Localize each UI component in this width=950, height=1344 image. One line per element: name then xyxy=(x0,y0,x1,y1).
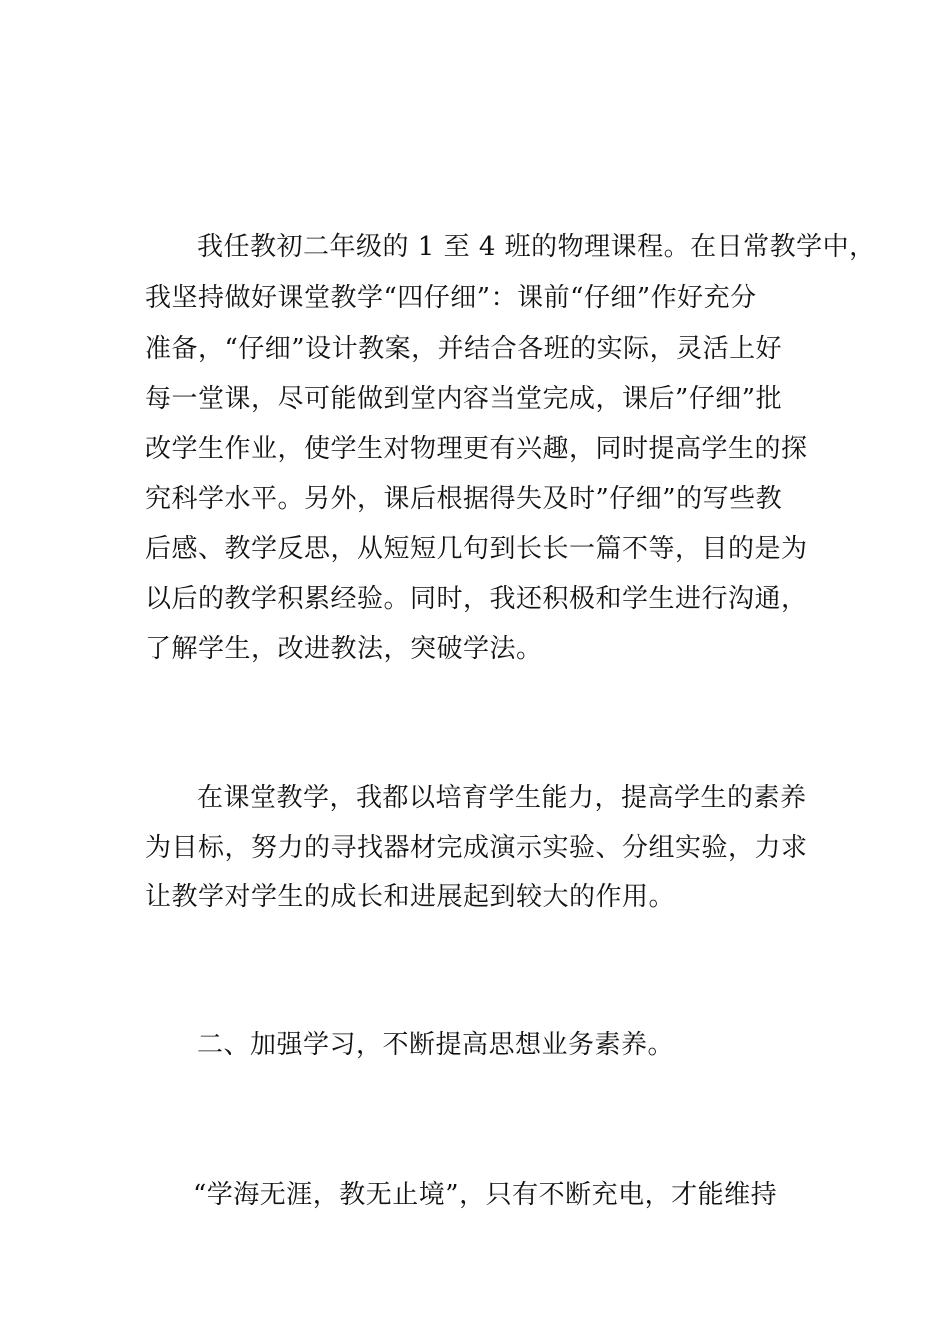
paragraph-1-line-7: 后感、教学反思，从短短几句到长长一篇不等，目的是为 xyxy=(145,534,808,564)
paragraph-1-line-1: 我任教初二年级的 1 至 4 班的物理课程。在日常教学中， xyxy=(197,232,876,262)
paragraph-1-line-6: 究科学水平。另外，课后根据得失及时”仔细”的写些教 xyxy=(145,484,783,514)
paragraph-1-line-3: 准备，“仔细”设计教案，并结合各班的实际，灵活上好 xyxy=(145,334,783,364)
paragraph-2-line-1: 在课堂教学，我都以培育学生能力，提高学生的素养 xyxy=(197,783,807,813)
section-heading: 二、加强学习，不断提高思想业务素养。 xyxy=(197,1030,675,1060)
paragraph-1-line-5: 改学生作业，使学生对物理更有兴趣，同时提高学生的探 xyxy=(145,434,808,464)
paragraph-1-line-4: 每一堂课，尽可能做到堂内容当堂完成，课后”仔细”批 xyxy=(145,384,783,414)
paragraph-4-line-1: “学海无涯，教无止境”，只有不断充电，才能维持 xyxy=(193,1180,778,1210)
paragraph-2-line-2: 为目标，努力的寻找器材完成演示实验、分组实验，力求 xyxy=(145,833,808,863)
paragraph-1-line-9: 了解学生，改进教法，突破学法。 xyxy=(145,634,543,664)
paragraph-1-line-2: 我坚持做好课堂教学“四仔细”：课前“仔细”作好充分 xyxy=(145,283,757,313)
paragraph-2-line-3: 让教学对学生的成长和进展起到较大的作用。 xyxy=(145,882,676,912)
paragraph-1-line-8: 以后的教学积累经验。同时，我还积极和学生进行沟通， xyxy=(145,584,808,614)
